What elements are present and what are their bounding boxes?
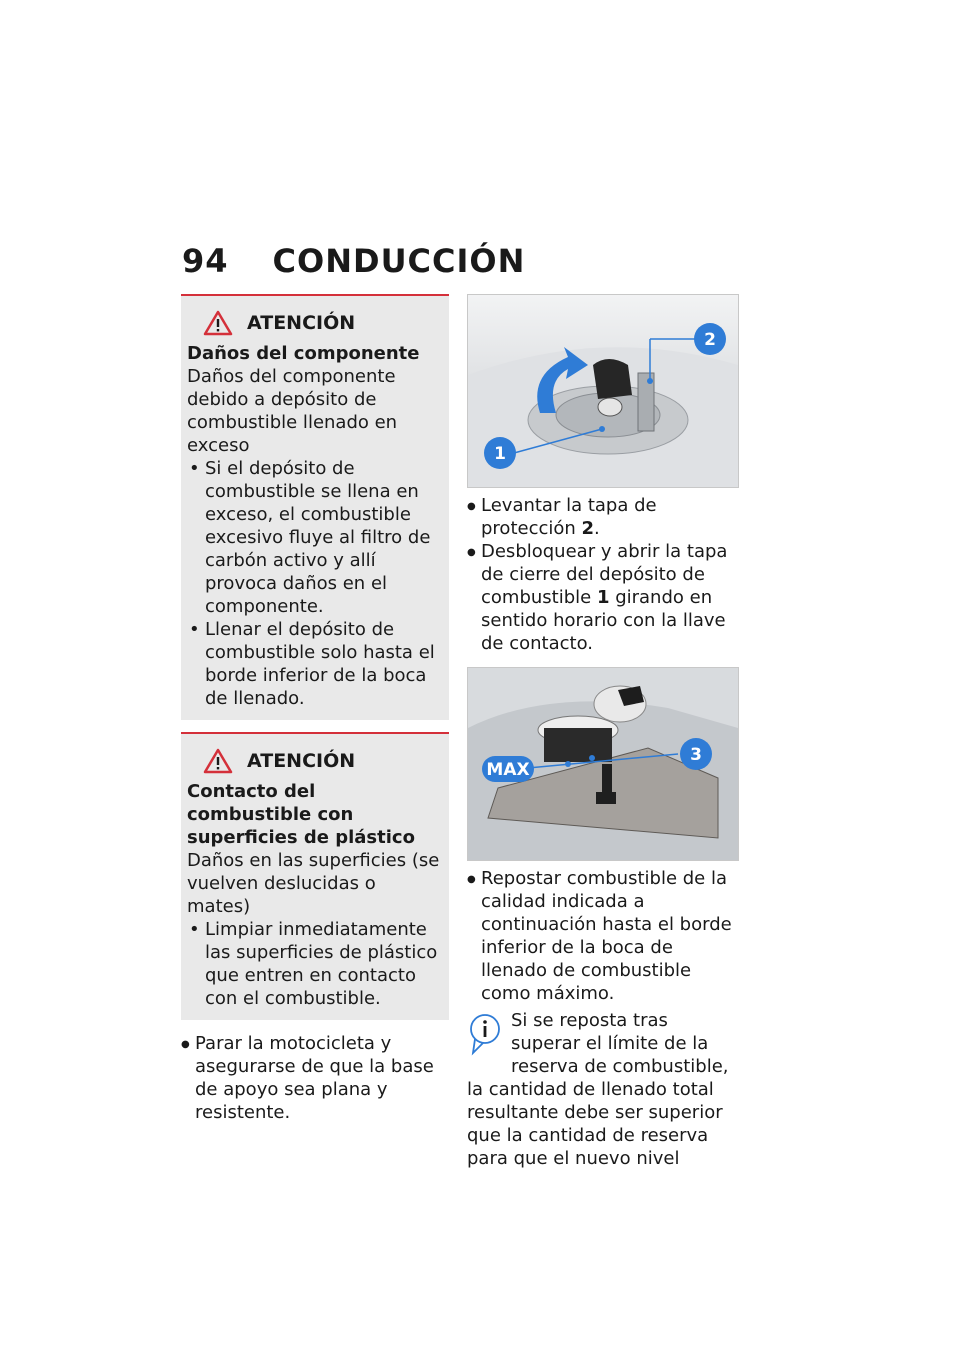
warning-text: Daños en las superficies (se vuelven deslucidas o mates) <box>187 850 440 917</box>
step-list <box>181 1032 449 1124</box>
right-column <box>467 294 739 1170</box>
figure-fill-level <box>467 667 739 861</box>
warning-box-2 <box>181 732 449 1020</box>
max-label: MAX <box>486 760 530 780</box>
figure-fuel-cap <box>467 294 739 488</box>
warning-heading: ATENCIÓN <box>247 750 356 772</box>
warning-triangle-icon <box>203 310 233 336</box>
warning-title: Contacto del combustible con superficies de plástico <box>187 781 415 848</box>
warning-list <box>187 457 443 710</box>
list-item: • Si el depósito de combustible se llena en exceso, el combustible excesivo fluye al filtro de carbón activo y allí provoca daños en el componente. <box>187 457 443 618</box>
fuel-cap-illustration <box>468 295 738 487</box>
warning-title: Daños del componente <box>187 343 420 364</box>
page-header <box>182 242 525 280</box>
step-list <box>467 867 739 1005</box>
step-item: ● Levantar la tapa de protección 2. <box>467 494 739 540</box>
page-number: 94 <box>182 242 229 280</box>
info-icon <box>467 1011 503 1057</box>
info-text: Si se reposta tras superar el límite de la reserva de combustible, la cantidad de llenado total resultante debe ser superior que la cantidad de reserva para que el nuevo nivel <box>467 1010 729 1169</box>
chapter-title: CONDUCCIÓN <box>272 242 526 280</box>
warning-heading: ATENCIÓN <box>247 312 356 334</box>
callout-3: 3 <box>690 745 702 765</box>
info-note <box>467 1009 739 1170</box>
step-item: ● Parar la motocicleta y asegurarse de que la base de apoyo sea plana y resistente. <box>181 1032 449 1124</box>
warning-box-1 <box>181 294 449 720</box>
warning-triangle-icon <box>203 748 233 774</box>
step-list <box>467 494 739 655</box>
fill-level-illustration <box>468 668 738 860</box>
warning-list <box>187 918 443 1010</box>
step-item: ● Desbloquear y abrir la tapa de cierre del depósito de combustible 1 girando en sentido horario con la llave de contacto. <box>467 540 739 655</box>
callout-2: 2 <box>704 330 716 350</box>
step-item: ● Repostar combustible de la calidad indicada a continuación hasta el borde inferior de la boca de llenado de combustible como máximo. <box>467 867 739 1005</box>
list-item: • Llenar el depósito de combustible solo hasta el borde inferior de la boca de llenado. <box>187 618 443 710</box>
list-item: • Limpiar inmediatamente las superficies de plástico que entren en contacto con el combustible. <box>187 918 443 1010</box>
warning-text: Daños del componente debido a depósito de combustible llenado en exceso <box>187 366 398 456</box>
callout-1: 1 <box>494 444 506 464</box>
left-column <box>181 294 449 1124</box>
reference-number: 1 <box>596 587 610 608</box>
reference-number: 2 <box>581 518 595 539</box>
